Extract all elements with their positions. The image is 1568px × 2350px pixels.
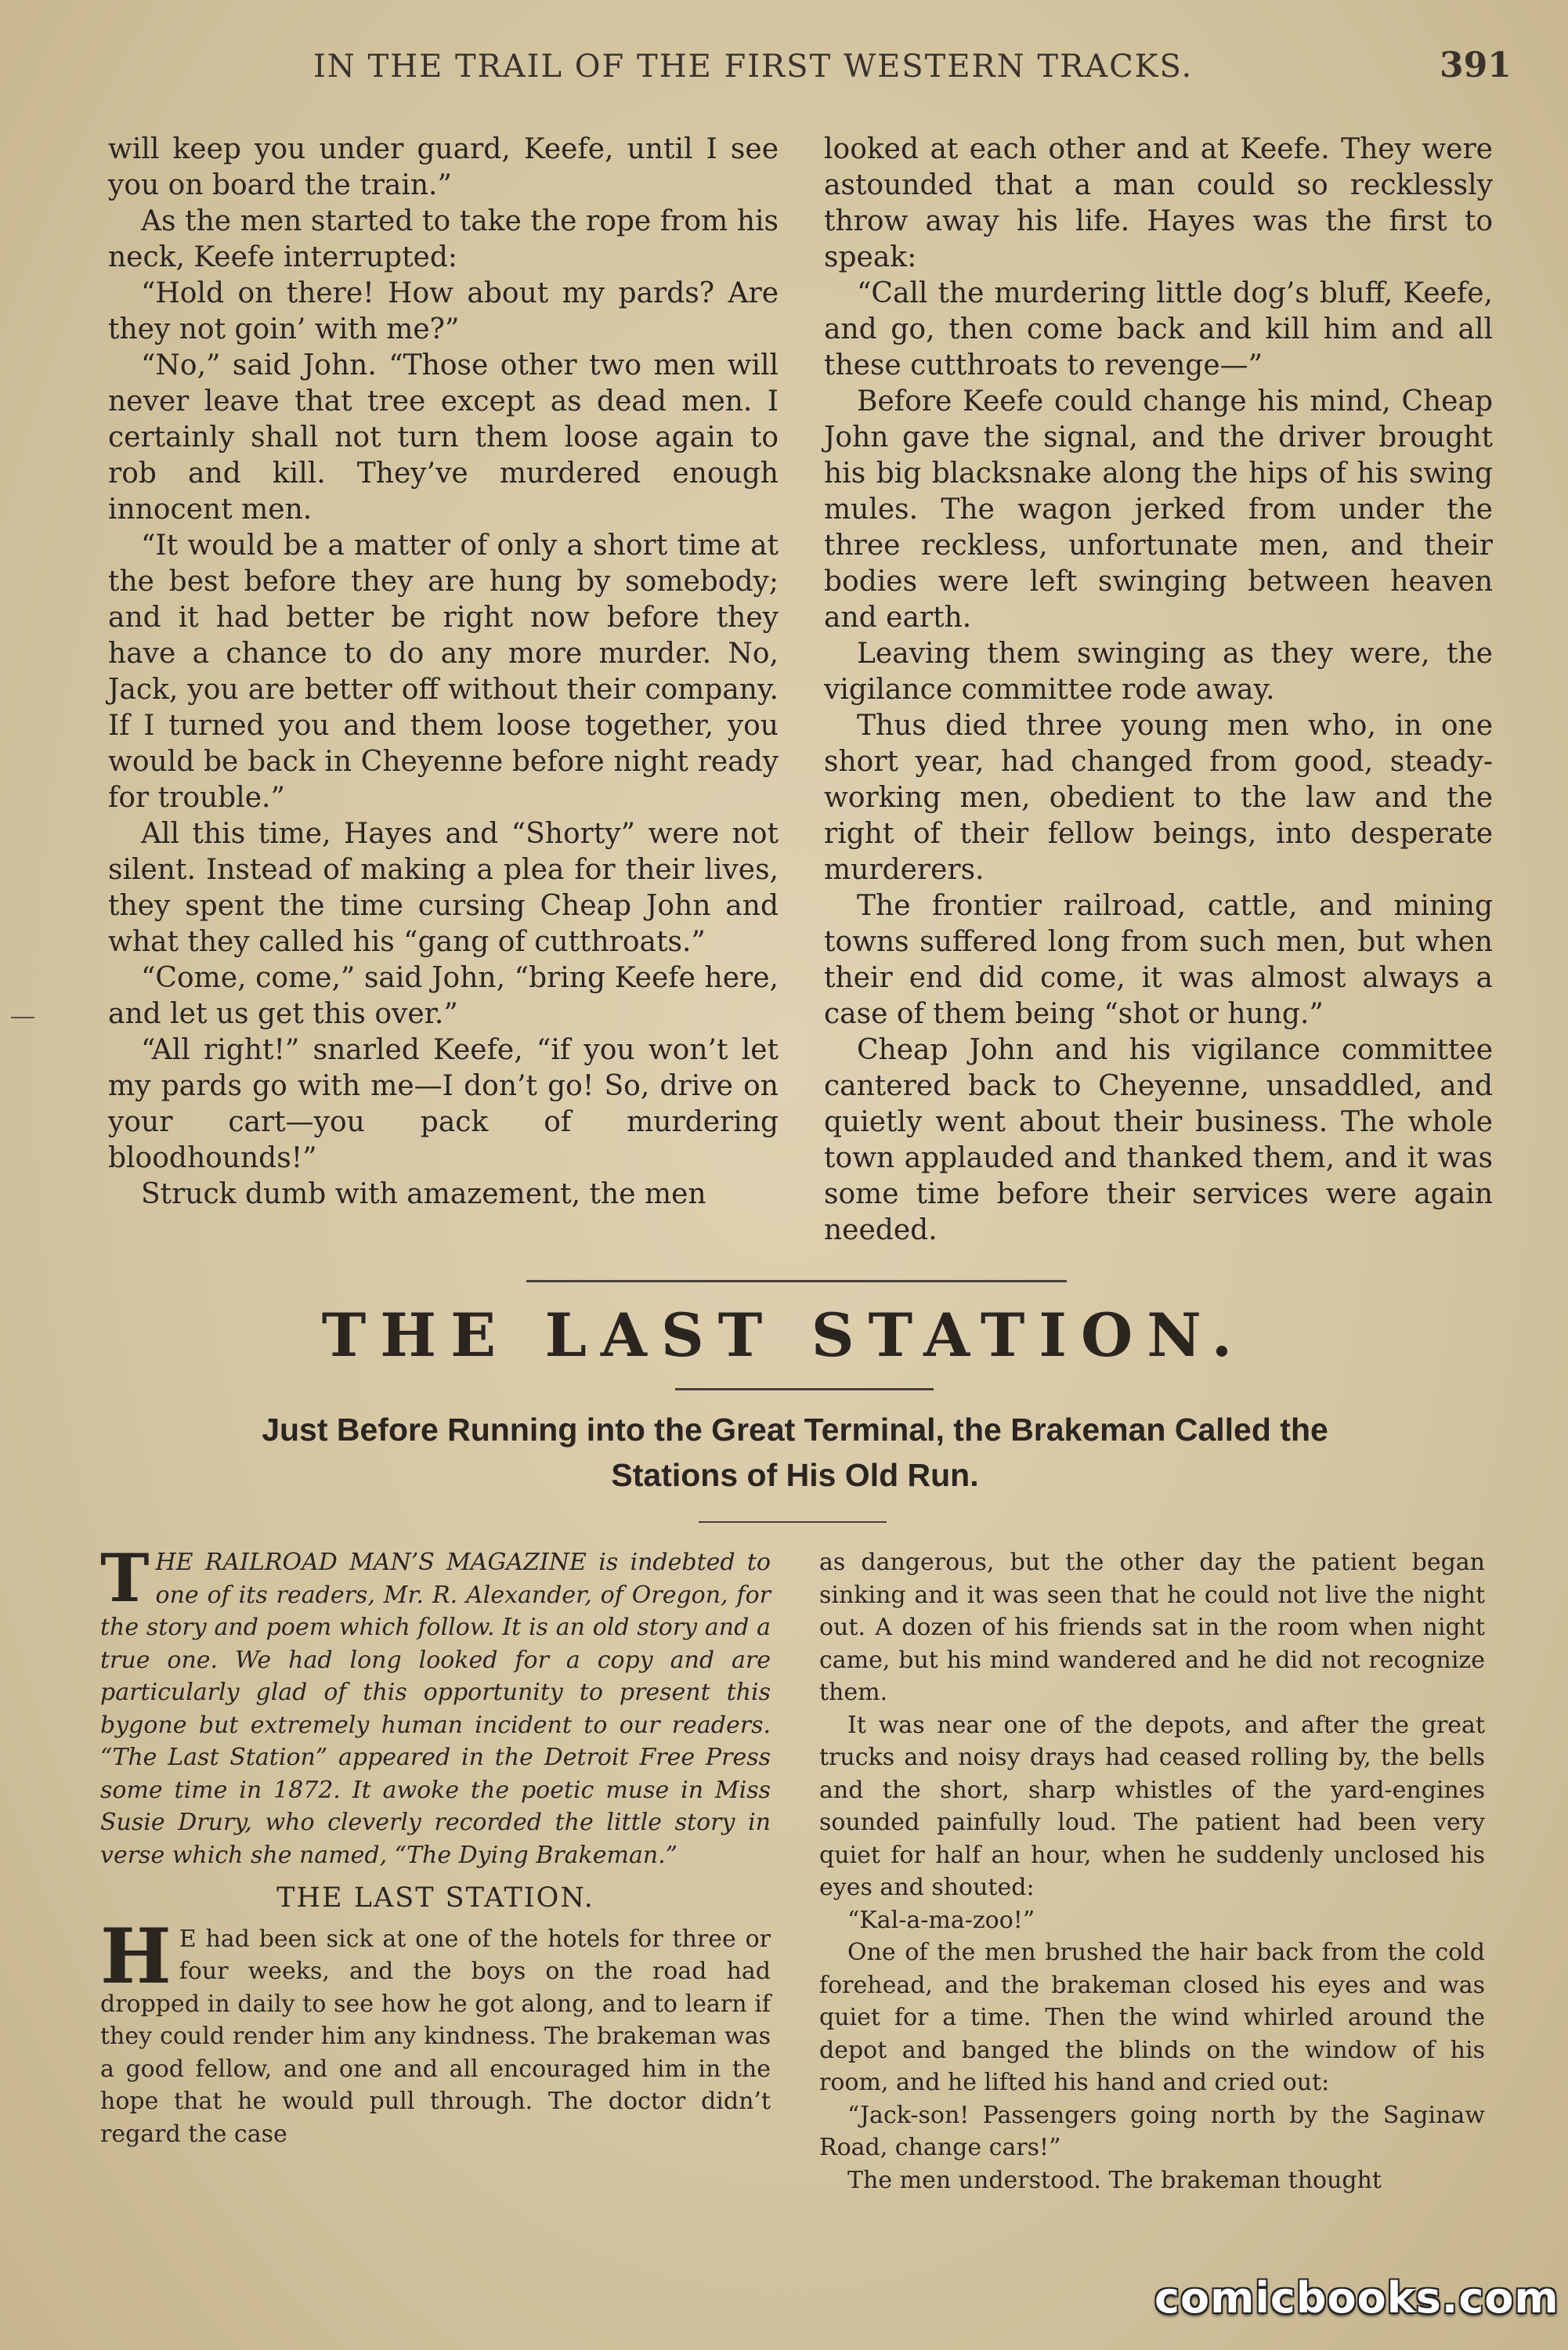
paragraph: Struck dumb with amazement, the men (141, 1178, 706, 1210)
paragraph: As the men started to take the rope from his neck, Keefe interrupted: (108, 205, 779, 273)
article-title: THE LAST STATION. (321, 1300, 1247, 1370)
paragraph: Before Keefe could change his mind, Cheap John gave the signal, and the driver brought his big blacksnake along the hips of his swing mules. The wagon jerked from under the three reckless, unfortunate men, and their bodies were left swinging between heaven and earth. (824, 385, 1493, 634)
paragraph: Thus died three young men who, in one short year, had changed from good, steady-working men, obedient to the law and the right of their fellow beings, into desperate murderers. (824, 710, 1493, 886)
intro-text: HE RAILROAD MAN’S MAGAZINE is indebted to one of its readers, Mr. R. Alexander, of Oregon, for the story and poem which follow. It is an old story and a true one. We had long looked for a copy and are particularly glad of this opportunity to present this bygone but extremely human incident to our readers. “The Last Station” appeared in the Detroit Free Press some time in 1872. It awoke the poetic muse in Miss Susie Drury, who cleverly recorded the little story in verse which she named, “The Dying Brakeman.” (100, 1549, 771, 1869)
paragraph: “Jack-son! Passengers going north by the Saginaw Road, change cars!” (819, 2101, 1485, 2161)
paragraph: looked at each other and at Keefe. They were astounded that a man could so recklessly throw away his life. Hayes was the first to speak: (824, 133, 1493, 273)
paragraph: “It would be a matter of only a short time at the best before they are hung by somebody; and it had better be right now before they have a chance to do any more murder. No, Jack, you are better off without their company. If I turned you and them loose together, you would be back in Cheyenne before night ready for trouble.” (108, 530, 779, 814)
paragraph: as dangerous, but the other day the patient began sinking and it was seen that he could not live the night out. A dozen of his friends sat in the room when night came, but his mind wandered and he did not recognize them. (819, 1549, 1485, 1706)
body-first-paragraph (100, 1911, 771, 2151)
article-left-column (100, 1539, 771, 2150)
paragraph: will keep you under guard, Keefe, until I see you on board the train.” (108, 133, 779, 201)
paragraph: “No,” said John. “Those other two men will never leave that tree except as dead men. I certainly shall not turn them loose again to rob and kill. They’ve murdered enough innocent men. (108, 349, 779, 526)
subtitle-underline (699, 1521, 887, 1523)
paragraph: “All right!” snarled Keefe, “if you won’t let my pards go with me—I don’t go! So, drive on your cart—you pack of murdering bloodhounds!” (108, 1034, 779, 1174)
intro-drop-cap: T (100, 1539, 150, 1617)
paragraph: “Hold on there! How about my pards? Are they not goin’ with me?” (108, 277, 779, 345)
running-header: IN THE TRAIL OF THE FIRST WESTERN TRACKS. (313, 49, 1194, 85)
section-heading: THE LAST STATION. (276, 1882, 594, 1914)
paragraph: The men understood. The brakeman thought (847, 2166, 1382, 2194)
title-underline (675, 1388, 934, 1390)
paragraph: Leaving them swinging as they were, the vigilance committee rode away. (824, 638, 1493, 706)
article-right-column (819, 1546, 1485, 2196)
margin-mark (11, 1017, 34, 1018)
paragraph: Cheap John and his vigilance committee cantered back to Cheyenne, unsaddled, and quietly went about their business. The whole town applauded and thanked them, and it was some time before their services were again needed. (824, 1034, 1493, 1246)
paragraph: The frontier railroad, cattle, and mining towns suffered long from such men, but when their end did come, it was almost always a case of them being “shot or hung.” (824, 890, 1493, 1030)
section-divider-top (526, 1280, 1067, 1282)
article-subtitle (94, 1407, 1496, 1498)
subtitle-line-2: Stations of His Old Run. (611, 1457, 979, 1493)
story-right-column (824, 132, 1493, 1249)
paragraph: All this time, Hayes and “Shorty” were not silent. Instead of making a plea for their lives, they spent the time cursing Cheap John and what they called his “gang of cutthroats.” (108, 818, 779, 958)
paragraph: “Kal-a-ma-zoo!” (847, 1906, 1035, 1934)
paragraph: “Come, come,” said John, “bring Keefe here, and let us get this over.” (108, 962, 779, 1030)
body-text: E had been sick at one of the hotels for three or four weeks, and the boys on the road had dropped in daily to see how he got along, and to learn if they could render him any kindness. The brakeman was a good fellow, and one and all encouraged him in the hope that he would pull through. The doctor didn’t regard the case (100, 1925, 771, 2148)
watermark: comicbooks.com (1154, 2273, 1559, 2323)
paragraph: “Call the murdering little dog’s bluff, Keefe, and go, then come back and kill him and all these cutthroats to revenge—” (824, 277, 1493, 381)
paragraph: One of the men brushed the hair back from the cold forehead, and the brakeman closed his eyes and was quiet for a time. Then the wind whirled around the depot and banged the blinds on the window of his room, and he lifted his hand and cried out: (819, 1939, 1485, 2096)
story-left-column (108, 132, 779, 1213)
body-drop-cap: H (100, 1911, 172, 2001)
subtitle-line-1: Just Before Running into the Great Terminal, the Brakeman Called the (262, 1412, 1328, 1448)
editor-intro (100, 1539, 771, 1871)
paragraph: It was near one of the depots, and after the great trucks and noisy drays had ceased rolling by, the bells and the short, sharp whistles of the yard-engines sounded painfully loud. The patient had been very quiet for half an hour, when he suddenly unclosed his eyes and shouted: (819, 1711, 1485, 1901)
page-number: 391 (1440, 45, 1512, 85)
